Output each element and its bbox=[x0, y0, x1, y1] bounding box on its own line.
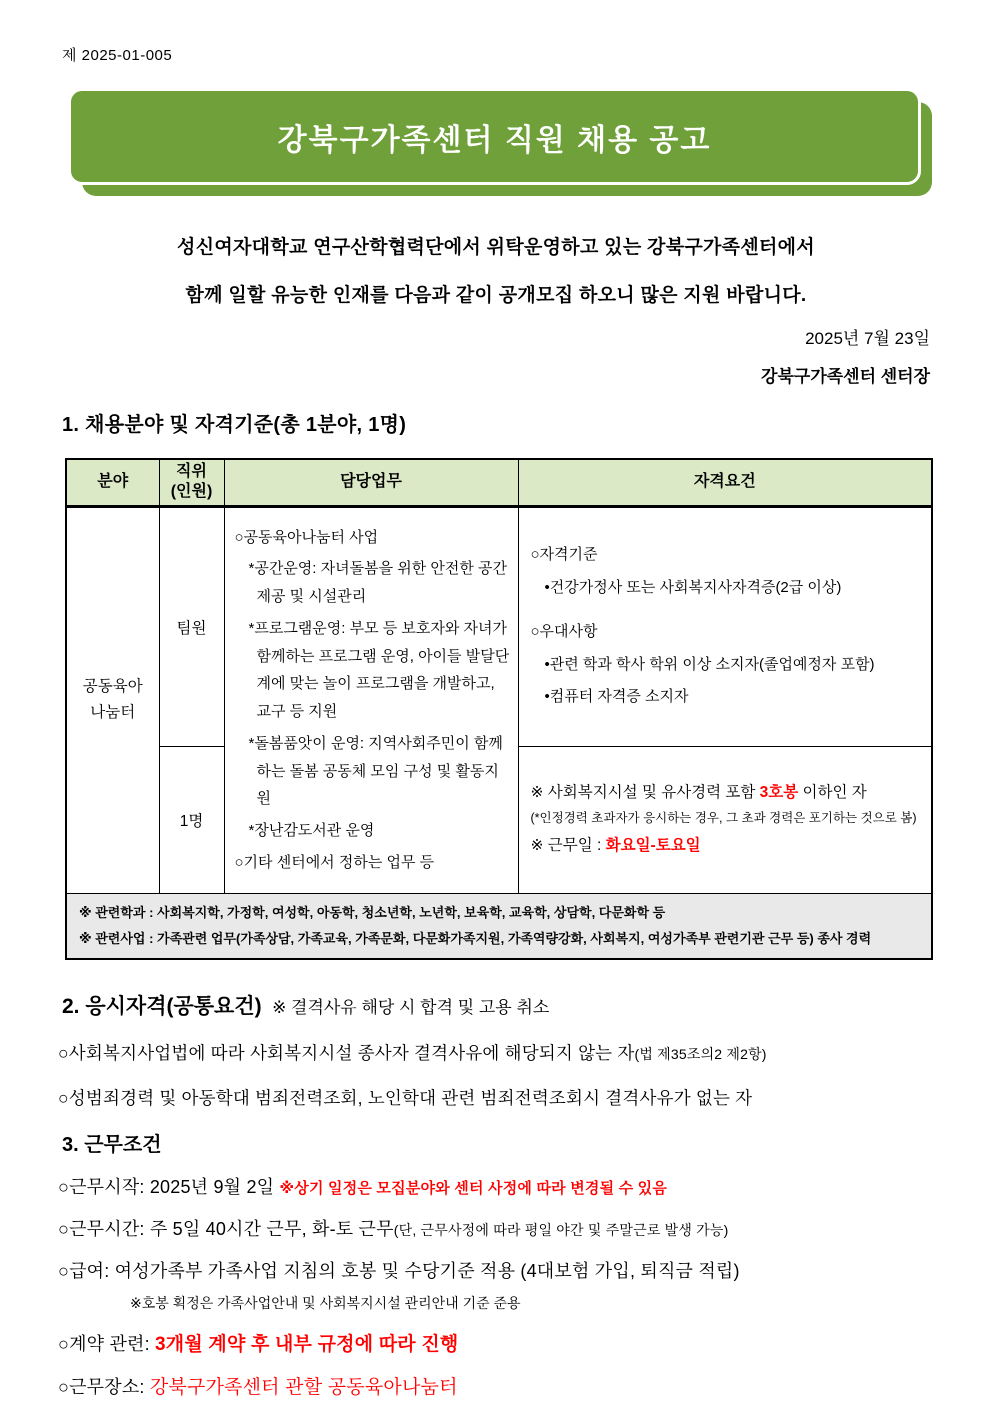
duty-item: ○기타 센터에서 정하는 업무 등 bbox=[234, 853, 435, 871]
contract-line bbox=[58, 1329, 972, 1356]
section2-item-1 bbox=[58, 1040, 952, 1065]
condition-note-1-prefix: ※ 사회복지시설 및 유사경력 포함 bbox=[530, 783, 760, 801]
contract-red-text: 3개월 계약 후 내부 규정에 따라 진행 bbox=[155, 1334, 459, 1355]
condition-note-2 bbox=[531, 834, 924, 859]
doc-number: 제 2025-01-005 bbox=[62, 47, 173, 64]
duties-cell bbox=[224, 506, 518, 893]
date-signature-block bbox=[761, 320, 930, 396]
work-start-label: ○근무시작: 2025년 9월 2일 bbox=[58, 1177, 280, 1197]
duty-item: ○공동육아나눔터 사업 bbox=[234, 528, 379, 546]
condition-note-1-suffix: 이하인 자 bbox=[798, 783, 867, 801]
duty-item: *공간운영: 자녀돌봄을 위한 안전한 공간제공 및 시설관리 bbox=[248, 560, 508, 605]
condition-note-1-red: 3호봉 bbox=[759, 783, 799, 801]
position-cell-2: 1명 bbox=[159, 746, 224, 893]
contract-label: ○계약 관련: bbox=[58, 1334, 156, 1354]
section2-heading-title: 2. 응시자격(공통요건) bbox=[62, 995, 262, 1018]
col-header-position-line1: 직위 bbox=[176, 463, 207, 481]
table-header-row bbox=[66, 459, 932, 506]
footnote-related-majors: ※ 관련학과 : 사회복지학, 가정학, 여성학, 아동학, 청소년학, 노년학, 보육학, 교육학, 상담학, 다문화학 등 bbox=[79, 904, 666, 920]
qualifications-cell bbox=[518, 506, 932, 746]
work-start-note-red: ※상기 일정은 모집분야와 센터 사정에 따라 변경될 수 있음 bbox=[279, 1180, 668, 1197]
footnote-related-work: ※ 관련사업 : 가족관련 업무(가족상담, 가족교육, 가족문화, 다문화가족지원, 가족역량강화, 사회복지, 여성가족부 관련기관 근무 등) 종사 경력 bbox=[79, 930, 872, 946]
col-header-position bbox=[159, 459, 224, 506]
section2-item-1-main: ○사회복지사업법에 따라 사회복지시설 종사자 결격사유에 해당되지 않는 자 bbox=[58, 1043, 635, 1063]
section2-heading-note: ※ 결격사유 해당 시 합격 및 고용 취소 bbox=[272, 998, 550, 1017]
intro-line-1: 성신여자대학교 연구산학협력단에서 위탁운영하고 있는 강북구가족센터에서 bbox=[177, 237, 815, 258]
duty-item: *프로그램운영: 부모 등 보호자와 자녀가 함께하는 프로그램 운영, 아이들 발달단계에 맞는 놀이 프로그램을 개발하고, 교구 등 지원 bbox=[248, 619, 510, 720]
section2-heading bbox=[62, 990, 952, 1020]
table-footnote-row bbox=[66, 893, 932, 959]
qual-criteria-item: •건강가정사 또는 사회복지사자격증(2급 이상) bbox=[544, 578, 842, 596]
position-cell-1: 팀원 bbox=[159, 506, 224, 746]
field-line-2: 나눔터 bbox=[90, 704, 136, 721]
intro-paragraph bbox=[0, 224, 992, 320]
section3 bbox=[52, 1128, 972, 1399]
qual-preference-item: •컴퓨터 자격증 소지자 bbox=[544, 688, 689, 706]
conditions-cell bbox=[518, 746, 932, 893]
duty-item: *장난감도서관 운영 bbox=[248, 822, 375, 839]
table-footnotes bbox=[66, 893, 932, 959]
pay-line: ○급여: 여성가족부 가족사업 지침의 호봉 및 수당기준 적용 (4대보험 가입, 퇴직금 적립) bbox=[58, 1261, 740, 1281]
condition-note-1-small: (*인정경력 초과자가 응시하는 경우, 그 초과 경력은 포기하는 것으로 봄) bbox=[530, 810, 917, 825]
work-hours-label: ○근무시간: 주 5일 40시간 근무, 화-토 근무 bbox=[58, 1219, 394, 1239]
work-start-line bbox=[58, 1173, 972, 1199]
duty-item: *돌봄품앗이 운영: 지역사회주민이 함께하는 돌봄 공동체 모임 구성 및 활동지원 bbox=[248, 734, 503, 808]
condition-note-2-prefix: ※ 근무일 : bbox=[530, 836, 606, 854]
qual-criteria-heading: ○자격기준 bbox=[530, 546, 598, 564]
col-header-position-line2: (인원) bbox=[170, 483, 213, 501]
condition-note-1 bbox=[531, 781, 924, 806]
section2 bbox=[52, 990, 952, 1110]
intro-line-2: 함께 일할 유능한 인재를 다음과 같이 공개모집 하오니 많은 지원 바랍니다. bbox=[185, 285, 807, 306]
col-header-duties: 담당업무 bbox=[224, 459, 518, 506]
title-banner-box bbox=[68, 88, 921, 185]
page-title: 강북구가족센터 직원 채용 공고 bbox=[277, 123, 712, 157]
work-location-label: ○근무장소: bbox=[58, 1377, 150, 1397]
section1-heading: 1. 채용분야 및 자격기준(총 1분야, 1명) bbox=[62, 414, 407, 436]
work-hours-line bbox=[58, 1215, 972, 1241]
qual-preference-item: •관련 학과 학사 학위 이상 소지자(졸업예정자 포함) bbox=[544, 655, 875, 673]
col-header-field: 분야 bbox=[66, 459, 159, 506]
col-header-qualifications: 자격요건 bbox=[518, 459, 932, 506]
title-banner bbox=[68, 88, 934, 198]
field-cell bbox=[66, 506, 159, 893]
signer: 강북구가족센터 센터장 bbox=[761, 367, 930, 386]
condition-note-2-red: 화요일-토요일 bbox=[605, 836, 701, 854]
work-location-line bbox=[58, 1372, 972, 1399]
table-body-row-1 bbox=[66, 506, 932, 746]
announcement-date: 2025년 7월 23일 bbox=[805, 329, 930, 348]
pay-subnote: ※호봉 획정은 가족사업안내 및 사회복지시설 관리안내 기준 준용 bbox=[130, 1295, 521, 1311]
field-line-1: 공동육아 bbox=[82, 677, 143, 695]
work-hours-small: (단, 근무사정에 따라 평일 야간 및 주말근로 발생 가능) bbox=[393, 1222, 729, 1238]
section2-item-1-small: (법 제35조의2 제2항) bbox=[634, 1046, 767, 1062]
recruitment-table bbox=[65, 458, 933, 960]
section3-heading: 3. 근무조건 bbox=[62, 1134, 162, 1156]
section2-item-2: ○성범죄경력 및 아동학대 범죄전력조회, 노인학대 관련 범죄전력조회시 결격사유가 없는 자 bbox=[58, 1088, 753, 1108]
work-location-red-text: 강북구가족센터 관할 공동육아나눔터 bbox=[149, 1377, 458, 1398]
qual-preference-heading: ○우대사항 bbox=[530, 623, 598, 641]
